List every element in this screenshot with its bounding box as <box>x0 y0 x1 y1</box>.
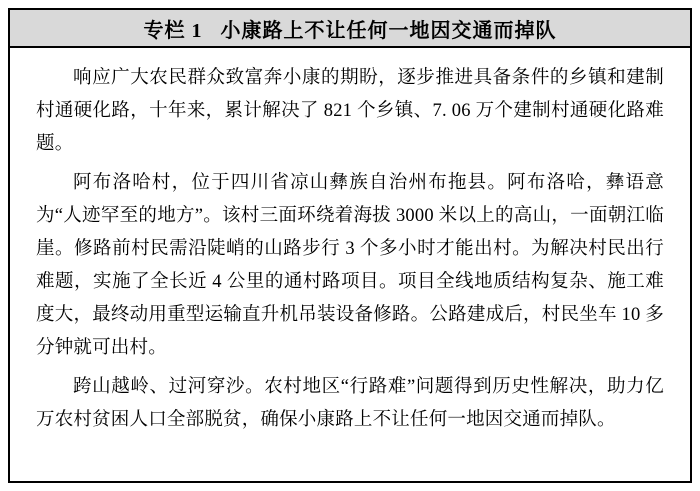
paragraph: 响应广大农民群众致富奔小康的期盼，逐步推进具备条件的乡镇和建制村通硬化路，十年来，累计解决了 821 个乡镇、7. 06 万个建制村通硬化路难题。 <box>36 68 664 154</box>
feature-box-body <box>10 48 690 447</box>
feature-box-title-bar <box>10 10 690 48</box>
feature-box <box>8 8 692 483</box>
paragraph: 阿布洛哈村，位于四川省凉山彝族自治州布拖县。阿布洛哈，彝语意为“人迹罕至的地方”。该村三面环绕着海拔 3000 米以上的高山，一面朝江临崖。修路前村民需沿陡峭的山路步行 3 个多小时才能出村。为解决村民出行难题，实施了全长近 4 公里的通村路项目。项目全线地质结构复杂、施工难度大，最终动用重型运输直升机吊装设备修路。公路建成后，村民坐车 10 多分钟就可出村。 <box>36 173 664 358</box>
paragraph: 跨山越岭、过河穿沙。农村地区“行路难”问题得到历史性解决，助力亿万农村贫困人口全部脱贫，确保小康路上不让任何一地因交通而掉队。 <box>36 377 664 430</box>
page-title: 专栏 1 小康路上不让任何一地因交通而掉队 <box>143 19 557 42</box>
